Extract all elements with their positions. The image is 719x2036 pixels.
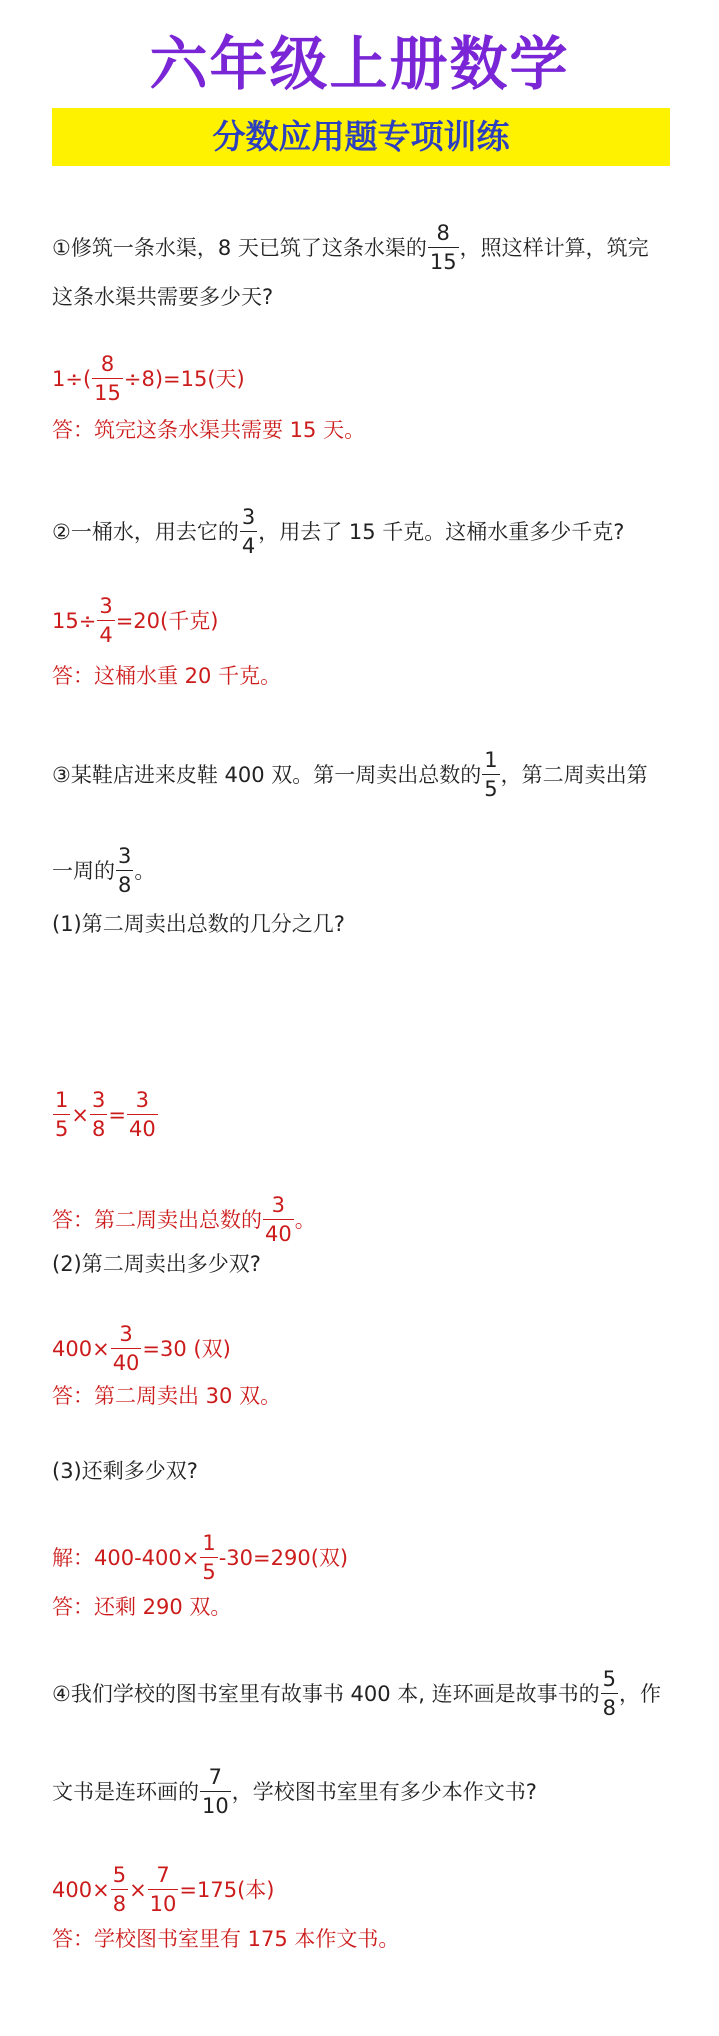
q1-text-b: ，照这样计算，筑完 bbox=[459, 235, 649, 260]
calc-3-1-fraction-a: $\frac{1}{5}$ bbox=[55, 1088, 69, 1142]
q4-fraction-1: $\frac{5}{8}$ bbox=[602, 1667, 616, 1721]
calc-3-1-fraction-result: $\frac{3}{40}$ bbox=[128, 1088, 156, 1142]
q2-fraction: $\frac{3}{4}$ bbox=[241, 505, 256, 559]
q4-fraction-2: $\frac{7}{10}$ bbox=[202, 1765, 229, 1819]
problem-3-question-line-2: 一周的 $\frac{3}{8}$ 。 bbox=[52, 843, 155, 901]
problem-3-sub-3-answer: 答：还剩 290 双。 bbox=[52, 1595, 232, 1619]
calc-1-fraction: $\frac{8}{15}$ bbox=[94, 352, 121, 406]
problem-3-sub-2-question: (2)第二周卖出多少双? bbox=[52, 1252, 261, 1276]
problem-3-sub-3-calculation: 解：400-400× $\frac{1}{5}$ -30=290(双) bbox=[52, 1530, 348, 1588]
problem-3-sub-2-calculation: 400× $\frac{3}{40}$ =30 (双) bbox=[52, 1321, 231, 1379]
problem-4-question-line-2: 文书是连环画的 $\frac{7}{10}$ ，学校图书室里有多少本作文书? bbox=[52, 1764, 537, 1822]
problem-1-answer: 答：筑完这条水渠共需要 15 天。 bbox=[52, 418, 366, 442]
problem-1-question-line-2: 这条水渠共需要多少天? bbox=[52, 285, 274, 309]
problem-1-question-line-1 bbox=[52, 220, 649, 278]
calc-3-2-fraction: $\frac{3}{40}$ bbox=[112, 1322, 140, 1376]
page-title: 六年级上册数学 bbox=[149, 30, 570, 98]
calc-3-3-fraction: $\frac{1}{5}$ bbox=[202, 1531, 216, 1585]
problem-3-sub-1-answer: 答：第二周卖出总数的 $\frac{3}{40}$ 。 bbox=[52, 1192, 316, 1250]
problem-3-question-line-1: ③某鞋店进来皮鞋 400 双。第一周卖出总数的 $\frac{1}{5}$ ，第二周卖出第 bbox=[52, 747, 648, 805]
problem-2-question: ②一桶水，用去它的 $\frac{3}{4}$ ，用去了 15 千克。这桶水重多少千克? bbox=[52, 504, 624, 562]
problem-3-sub-2-answer: 答：第二周卖出 30 双。 bbox=[52, 1384, 282, 1408]
q1-fraction: $\frac{8}{15}$ bbox=[429, 221, 457, 275]
answer-3-1-fraction: $\frac{3}{40}$ bbox=[265, 1193, 292, 1247]
problem-4-question-line-1: ④我们学校的图书室里有故事书 400 本, 连环画是故事书的 $\frac{5}{8}$ ，作 bbox=[52, 1666, 661, 1724]
q3-fraction-2: $\frac{3}{8}$ bbox=[118, 844, 132, 898]
calc-3-1-fraction-b: $\frac{3}{8}$ bbox=[91, 1088, 106, 1142]
problem-3-sub-3-question: (3)还剩多少双? bbox=[52, 1459, 198, 1483]
problem-2-calculation: 15÷ $\frac{3}{4}$ =20(千克) bbox=[52, 593, 218, 651]
calc-4-fraction-a: $\frac{5}{8}$ bbox=[112, 1863, 127, 1917]
problem-4-answer: 答：学校图书室里有 175 本作文书。 bbox=[52, 1927, 400, 1951]
problem-1-calculation: 1÷( $\frac{8}{15}$ ÷8)=15(天) bbox=[52, 351, 245, 409]
q1-text-a: ①修筑一条水渠，8 天已筑了这条水渠的 bbox=[52, 235, 427, 260]
q3-fraction-1: $\frac{1}{5}$ bbox=[484, 748, 498, 802]
problem-2-answer: 答：这桶水重 20 千克。 bbox=[52, 664, 282, 688]
problem-4-calculation: 400× $\frac{5}{8}$ × $\frac{7}{10}$ =175(本) bbox=[52, 1862, 274, 1920]
problem-3-sub-1-calculation: $\frac{1}{5}$ × $\frac{3}{8}$ = $\frac{3}{40}$ bbox=[52, 1087, 159, 1145]
subtitle-banner: 分数应用题专项训练 bbox=[52, 108, 670, 166]
problem-3-sub-1-question: (1)第二周卖出总数的几分之几? bbox=[52, 912, 345, 936]
calc-4-fraction-b: $\frac{7}{10}$ bbox=[149, 1863, 177, 1917]
calc-2-fraction: $\frac{3}{4}$ bbox=[99, 594, 113, 648]
